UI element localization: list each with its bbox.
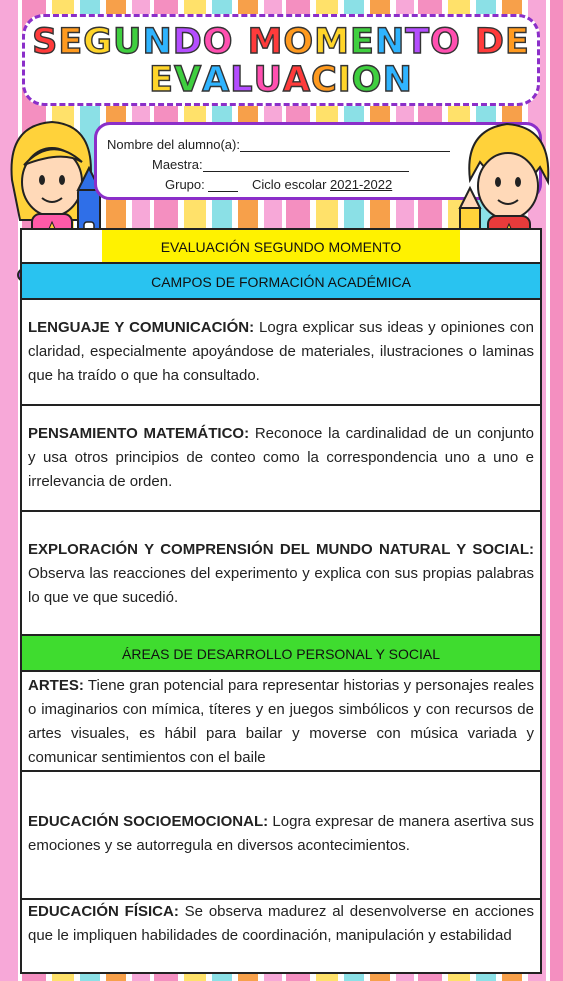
area-socioemocional-text: Logra expresar de manera asertiva sus emociones y se autorregula en diversos acontecimientos. xyxy=(28,813,534,854)
area-artes xyxy=(22,672,540,772)
group-field[interactable] xyxy=(208,191,238,192)
title-letter: N xyxy=(142,22,173,62)
title-letter: M xyxy=(314,22,351,62)
title-letter: T xyxy=(405,22,431,62)
campos-header xyxy=(22,264,540,300)
title-letter: M xyxy=(247,22,284,62)
title-letter: N xyxy=(374,22,406,62)
title-letter: A xyxy=(202,60,231,100)
area-artes-title: ARTES: xyxy=(28,677,84,694)
campo-matematico xyxy=(22,406,540,512)
campo-lenguaje-text: Logra explicar sus ideas y opiniones con claridad, especialmente apoyándose de materiales, ilustraciones o laminas que ha traído o que ha consultado. xyxy=(28,319,534,384)
title-letter: O xyxy=(430,22,461,62)
campo-lenguaje xyxy=(22,300,540,406)
teacher-row xyxy=(152,157,409,172)
title-letter: G xyxy=(83,22,114,62)
student-name-label: Nombre del alumno(a): xyxy=(107,137,240,152)
cycle-value: 2021-2022 xyxy=(330,177,393,192)
group-row xyxy=(165,177,392,192)
campo-lenguaje-title: LENGUAJE Y COMUNICACIÓN: xyxy=(28,319,255,336)
title-letter: E xyxy=(149,60,175,100)
campo-matematico-title: PENSAMIENTO MATEMÁTICO: xyxy=(28,425,250,442)
title-letter: O xyxy=(351,60,383,100)
title-letter: N xyxy=(382,60,413,100)
campo-exploracion xyxy=(22,512,540,636)
title-letter xyxy=(461,23,475,61)
title-letter: A xyxy=(282,60,312,100)
page-title-line-1 xyxy=(25,23,537,61)
areas-header-text: ÁREAS DE DESARROLLO PERSONAL Y SOCIAL xyxy=(122,646,440,662)
cycle-label: Ciclo escolar xyxy=(252,177,327,192)
title-letter: C xyxy=(311,60,338,100)
title-letter: O xyxy=(283,22,315,62)
area-fisica-text: Se observa madurez al desenvolverse en acciones que le impliquen habilidades de coordinación, manipulación y estabilidad xyxy=(28,903,534,944)
evaluation-table xyxy=(20,228,542,974)
title-letter: O xyxy=(202,22,234,62)
title-box xyxy=(22,14,540,106)
area-fisica-title: EDUCACIÓN FÍSICA: xyxy=(28,903,179,920)
campos-header-text: CAMPOS DE FORMACIÓN ACADÉMICA xyxy=(151,274,411,290)
campo-matematico-text: Reconoce la cardinalidad de un conjunto y usa otros principios de conteo como la correspondencia uno a uno e irrelevancia de orden. xyxy=(28,425,534,490)
teacher-label: Maestra: xyxy=(152,157,203,172)
title-letter: E xyxy=(350,22,375,62)
title-letter: E xyxy=(58,22,84,62)
area-fisica xyxy=(22,900,540,974)
eval-header xyxy=(22,230,540,264)
area-artes-text: Tiene gran potencial para representar historias y personajes reales o imaginarios con mímica, títeres y en juegos simbólicos y con recursos de artes visuales, es hábil para bailar y moverse con música variada y comunicar sentimientos con el baile xyxy=(28,677,534,766)
campo-exploracion-text: Observa las reacciones del experimento y explica con sus propias palabras lo que ve que sucedió. xyxy=(28,565,534,606)
title-letter: U xyxy=(253,60,283,100)
title-letter: D xyxy=(172,22,203,62)
areas-header xyxy=(22,636,540,672)
area-socioemocional xyxy=(22,772,540,900)
title-letter: I xyxy=(337,60,352,100)
student-name-field[interactable] xyxy=(240,151,450,152)
area-socioemocional-title: EDUCACIÓN SOCIOEMOCIONAL: xyxy=(28,813,269,830)
eval-header-text: EVALUACIÓN SEGUNDO MOMENTO xyxy=(160,239,402,255)
campo-exploracion-title: EXPLORACIÓN Y COMPRENSIÓN DEL MUNDO NATURAL Y SOCIAL: xyxy=(28,541,534,558)
page-title-line-2 xyxy=(25,61,537,99)
title-letter: D xyxy=(474,22,505,62)
title-letter xyxy=(234,23,248,61)
teacher-field[interactable] xyxy=(203,171,409,172)
title-letter: L xyxy=(230,60,254,100)
title-letter: U xyxy=(113,22,143,62)
title-letter: E xyxy=(504,22,530,62)
student-name-row xyxy=(107,137,450,152)
group-label: Grupo: xyxy=(165,177,205,192)
title-letter: V xyxy=(174,60,203,100)
title-letter: S xyxy=(32,22,59,62)
